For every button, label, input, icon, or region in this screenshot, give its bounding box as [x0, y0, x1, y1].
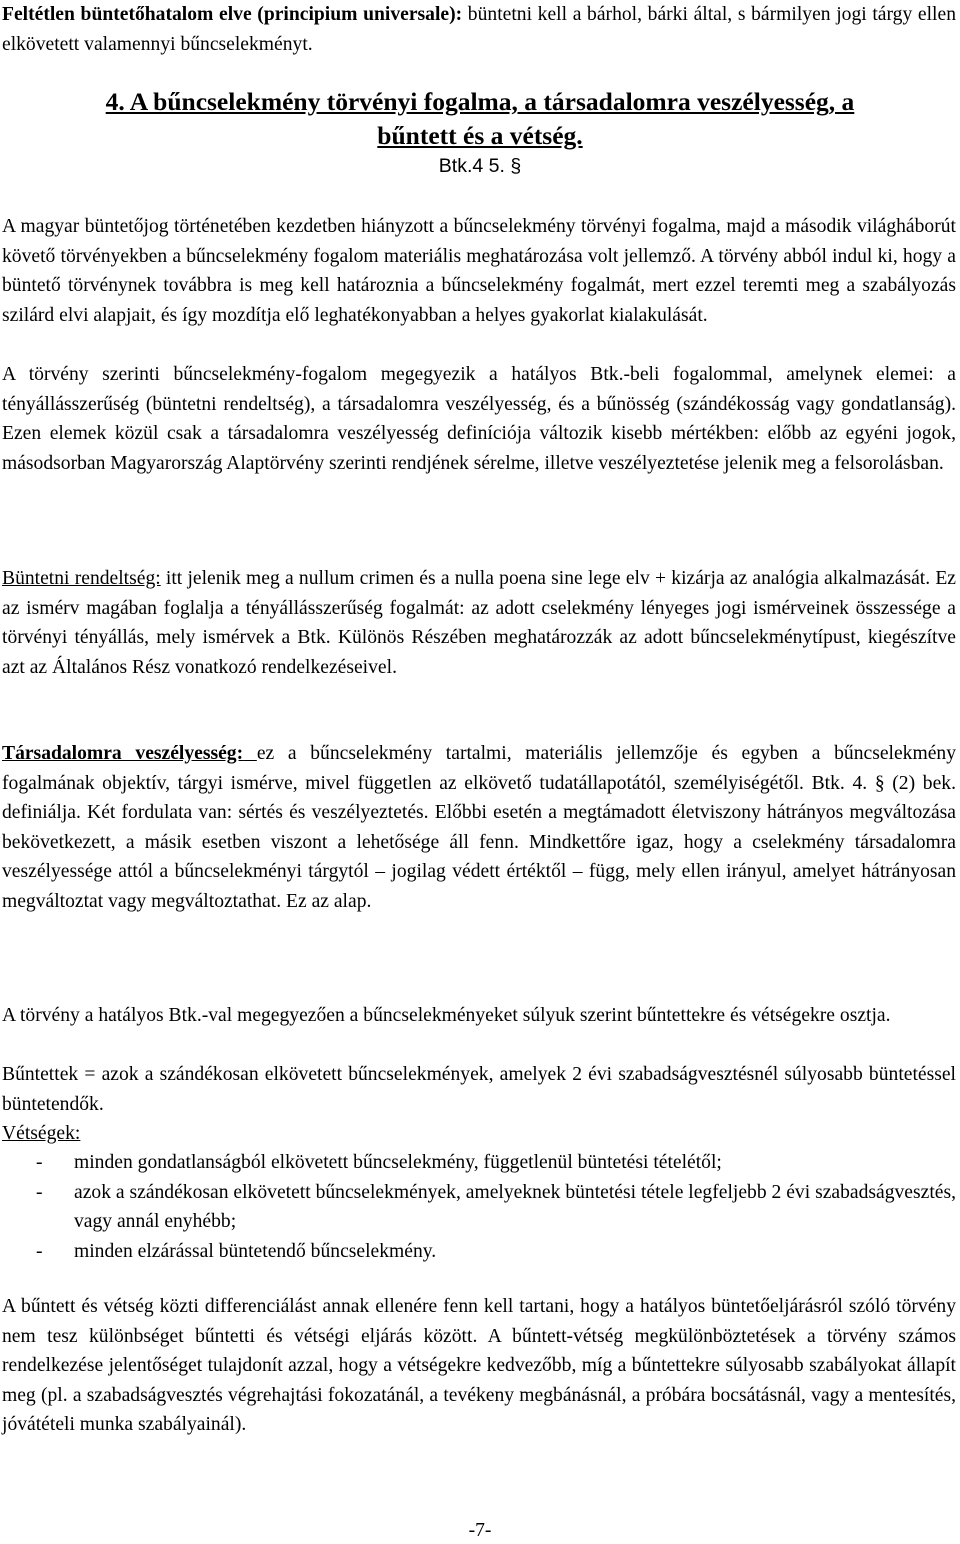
paragraph-definition: A törvény szerinti bűncselekmény-fogalom megegyezik a hatályos Btk.-beli fogalommal, amelynek elemei: a tényállásszerűség (büntetni rendeltség), a társadalomra veszélyesség, és a bűnösség (szándékosság vagy gondatlanság). Ezen elemek közül csak a társadalomra veszélyesség definíciója változik kisebb mértékben: előbb az egyéni jogok, másodsorban Magyarország Alaptörvény szerinti rendjének sérelme, illetve veszélyeztetése jelenik meg a felsorolásban. — [2, 364, 956, 474]
section-heading-line-2-wrap — [0, 119, 960, 153]
paragraph-differentiation: A bűntett és vétség közti differenciálást annak ellenére fenn kell tartani, hogy a hatályos büntetőeljárásról szóló törvény nem tesz különbséget bűntetti és vétségi eljárás között. A bűntett-vétség megkülönböztetések a törvény számos rendelkezése jelentőséget tulajdonít azzal, hogy a vétségekre kedvezőbb, míg a bűntettekre súlyosabb szabályokat állapít meg (pl. a szabadságvesztés végrehajtási fokozatánál, a tevékeny megbánásnál, a próbára bocsátásnál, vagy a mentesítés, jóvátételi munka szabályainál). — [2, 1296, 956, 1435]
list-item — [2, 1148, 956, 1178]
list-dash: - — [36, 1152, 43, 1173]
intro-text: büntetni kell a bárhol, bárki által, s bármilyen jogi tárgy ellen elkövetett valamennyi bűncselekményt. — [2, 4, 956, 55]
paragraph-history: A magyar büntetőjog történetében kezdetben hiányzott a bűncselekmény törvényi fogalma, majd a második világháborút követő törvényekben a bűncselekmény fogalom materiális meghatározása volt jellemző. A törvény abból indul ki, hogy a büntető törvénynek továbbra is meg kell határoznia a bűncselekmény fogalmát, mert ezzel teremti meg a szabályozás szilárd elvi alapjait, és így mozdítja elő leghatékonyabban a helyes gyakorlat kialakulását. — [2, 216, 956, 326]
list-item-text: minden elzárással büntetendő bűncselekmény. — [74, 1240, 437, 1262]
section-reference: Btk.4 5. § — [438, 155, 522, 177]
list-dash: - — [36, 1181, 43, 1203]
section-heading-line-2: bűntett és a vétség. — [377, 121, 583, 150]
social-danger-text: ez a bűncselekmény tartalmi, materiális jellemzője és egyben a bűncselekmény fogalmának objektív, tárgyi ismérve, mivel független az elkövető tudatállapotától, személyiségétől. Btk. 4. § (2) bek. definiálja. Két fordulata van: sértés és veszélyeztetés. Előbbi esetén a megtámadott életviszony hátrányos megváltozása bekövetkezett, a másik esetben viszont a lehetősége áll fenn. Mindkettőre igaz, hogy a cselekmény társadalomra veszélyessége attól a bűncselekményi tárgytól – jogilag védett értéktől – függ, mely ellen irányul, amelyet hátrányosan megváltoztat vagy megváltoztathat. Ez az alap. — [2, 743, 956, 912]
term-punishability: Büntetni rendeltség: — [2, 568, 161, 589]
list-item-text: azok a szándékosan elkövetett bűncselekmények, amelyeknek büntetési tétele legfeljebb 2 évi szabadságvesztés, vagy annál enyhébb; — [74, 1181, 956, 1232]
list-item — [2, 1237, 956, 1267]
term-space — [243, 743, 257, 764]
list-item-text: minden gondatlanságból elkövetett bűncselekmény, függetlenül büntetési tételétől; — [74, 1152, 722, 1173]
page-number: -7- — [468, 1520, 492, 1541]
list-dash: - — [36, 1240, 43, 1262]
list-item — [2, 1178, 956, 1237]
intro-paragraph — [2, 0, 956, 59]
term-social-danger: Társadalomra veszélyesség: — [2, 743, 244, 764]
paragraph-felonies: Bűntettek = azok a szándékosan elkövetett bűncselekmények, amelyek 2 évi szabadságvesztésnél súlyosabb büntetéssel büntetendők. — [2, 1064, 956, 1115]
paragraph-social-danger — [2, 739, 956, 916]
misdemeanors-list — [2, 1148, 956, 1266]
section-heading-line-1: 4. A bűncselekmény törvényi fogalma, a társadalomra veszélyesség, a — [105, 87, 855, 116]
intro-term: Feltétlen büntetőhatalom elve (principium universale): — [2, 4, 463, 25]
misdemeanors-term: Vétségek: — [2, 1123, 81, 1144]
paragraph-classification: A törvény a hatályos Btk.-val megegyezően a bűncselekményeket súlyuk szerint bűntettekre és vétségekre osztja. — [2, 1005, 891, 1026]
section-heading — [0, 85, 960, 153]
punishability-text: itt jelenik meg a nullum crimen és a nulla poena sine lege elv + kizárja az analógia alkalmazását. Ez az ismérv magában foglalja a tényállásszerűség fogalmát: az adott cselekmény lényeges jogi ismérveinek összessége a törvényi tényállás, mely ismérvek a Btk. Különös Részében meghatározzák az adott bűncselekménytípust, kiegészítve azt az Általános Rész vonatkozó rendelkezéseivel. — [2, 568, 956, 678]
misdemeanors-label — [2, 1119, 956, 1149]
paragraph-punishability — [2, 564, 956, 682]
